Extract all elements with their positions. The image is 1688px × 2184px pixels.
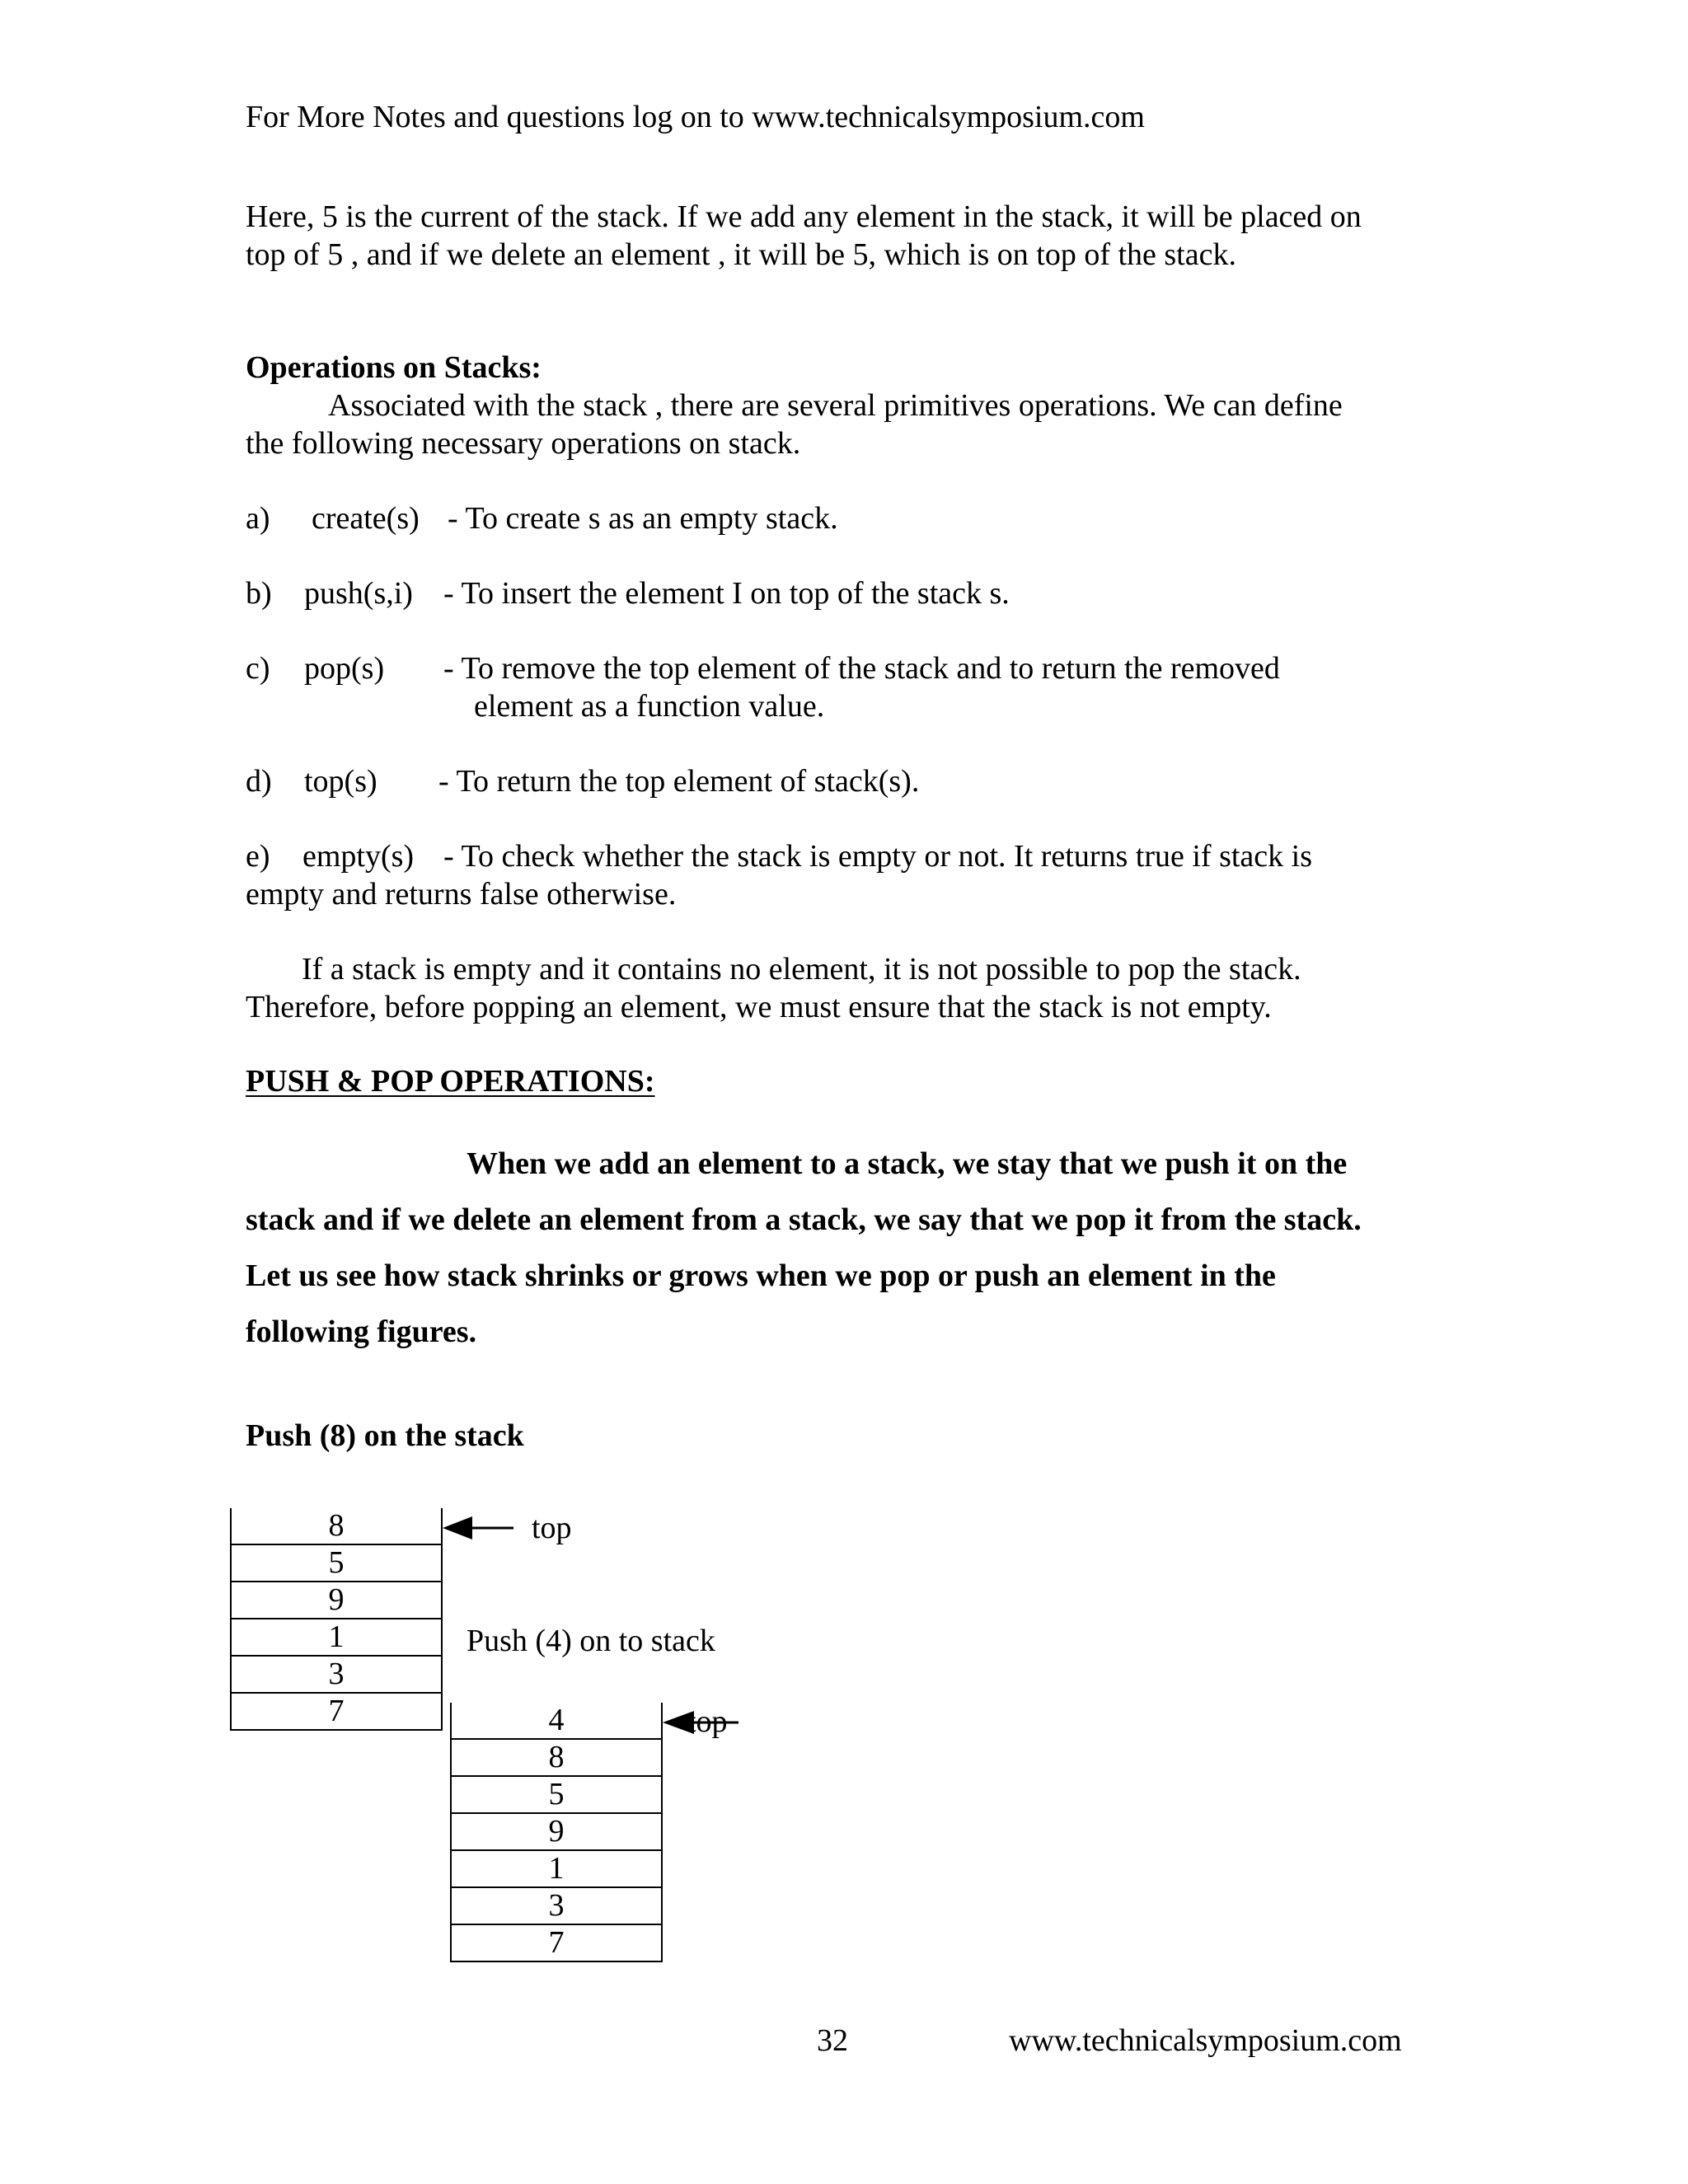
- top-label-2: top: [687, 1704, 728, 1739]
- op-letter: d): [246, 764, 272, 799]
- figure-caption-push-4: Push (4) on to stack: [467, 1624, 715, 1658]
- op-desc-cont: element as a function value.: [474, 689, 825, 724]
- stack-cell: 4: [451, 1703, 662, 1739]
- figure-caption-push-8: Push (8) on the stack: [246, 1418, 524, 1453]
- op-letter: c): [246, 651, 270, 686]
- op-name: create(s): [312, 501, 420, 536]
- op-desc: - To create s as an empty stack.: [448, 501, 838, 536]
- stack-cell: 1: [451, 1850, 662, 1887]
- op-letter: b): [246, 576, 272, 611]
- op-letter: a): [246, 501, 270, 536]
- op-desc: - To insert the element I on top of the stack s.: [443, 576, 1010, 611]
- stack-cell: 9: [451, 1813, 662, 1850]
- op-desc-cont: empty and returns false otherwise.: [246, 877, 677, 912]
- stack-cell: 3: [231, 1656, 442, 1693]
- note-line-1: If a stack is empty and it contains no element, it is not possible to pop the stack.: [302, 952, 1301, 987]
- operations-heading: Operations on Stacks:: [246, 350, 542, 385]
- stack-cell: 1: [231, 1619, 442, 1656]
- op-letter: e): [246, 839, 270, 874]
- op-name: push(s,i): [304, 576, 413, 611]
- stack-diagram-2: [450, 1703, 663, 1962]
- footer-site: www.technicalsymposium.com: [1009, 2023, 1402, 2058]
- push-pop-line: stack and if we delete an element from a stack, we say that we pop it from the stack.: [246, 1202, 1362, 1237]
- op-name: empty(s): [302, 839, 415, 874]
- note-line-2: Therefore, before popping an element, we must ensure that the stack is not empty.: [246, 990, 1272, 1024]
- push-pop-line: Let us see how stack shrinks or grows when we pop or push an element in the: [246, 1258, 1276, 1293]
- stack-cell: 7: [231, 1693, 442, 1730]
- operations-para-line-1: Associated with the stack , there are several primitives operations. We can define: [328, 388, 1343, 423]
- push-pop-line: When we add an element to a stack, we stay that we push it on the: [467, 1146, 1348, 1181]
- intro-line-1: Here, 5 is the current of the stack. If we add any element in the stack, it will be placed on: [246, 199, 1362, 234]
- stack-cell: 7: [451, 1924, 662, 1961]
- op-name: top(s): [304, 764, 377, 799]
- op-desc: - To return the top element of stack(s).: [438, 764, 920, 799]
- op-desc: - To remove the top element of the stack and to return the removed: [443, 651, 1280, 686]
- top-arrow-icon: [441, 1513, 515, 1543]
- stack-diagram-1: [230, 1508, 443, 1731]
- stack-cell: 9: [231, 1582, 442, 1619]
- stack-cell: 5: [231, 1544, 442, 1582]
- stack-cell: 8: [231, 1508, 442, 1544]
- operations-para-line-2: the following necessary operations on stack.: [246, 426, 801, 461]
- push-pop-paragraph: [246, 1136, 1424, 1360]
- page-header: For More Notes and questions log on to www.technicalsymposium.com: [246, 100, 1145, 134]
- stack-cell: 5: [451, 1776, 662, 1813]
- intro-line-2: top of 5 , and if we delete an element , it will be 5, which is on top of the stack.: [246, 237, 1236, 272]
- op-name: pop(s): [304, 651, 385, 686]
- page-number: 32: [817, 2023, 848, 2058]
- stack-cell: 8: [451, 1739, 662, 1776]
- push-pop-heading: PUSH & POP OPERATIONS:: [246, 1064, 655, 1099]
- push-pop-line: following figures.: [246, 1315, 477, 1349]
- op-desc: - To check whether the stack is empty or not. It returns true if stack is: [443, 839, 1312, 874]
- top-label-1: top: [532, 1511, 572, 1545]
- stack-cell: 3: [451, 1887, 662, 1924]
